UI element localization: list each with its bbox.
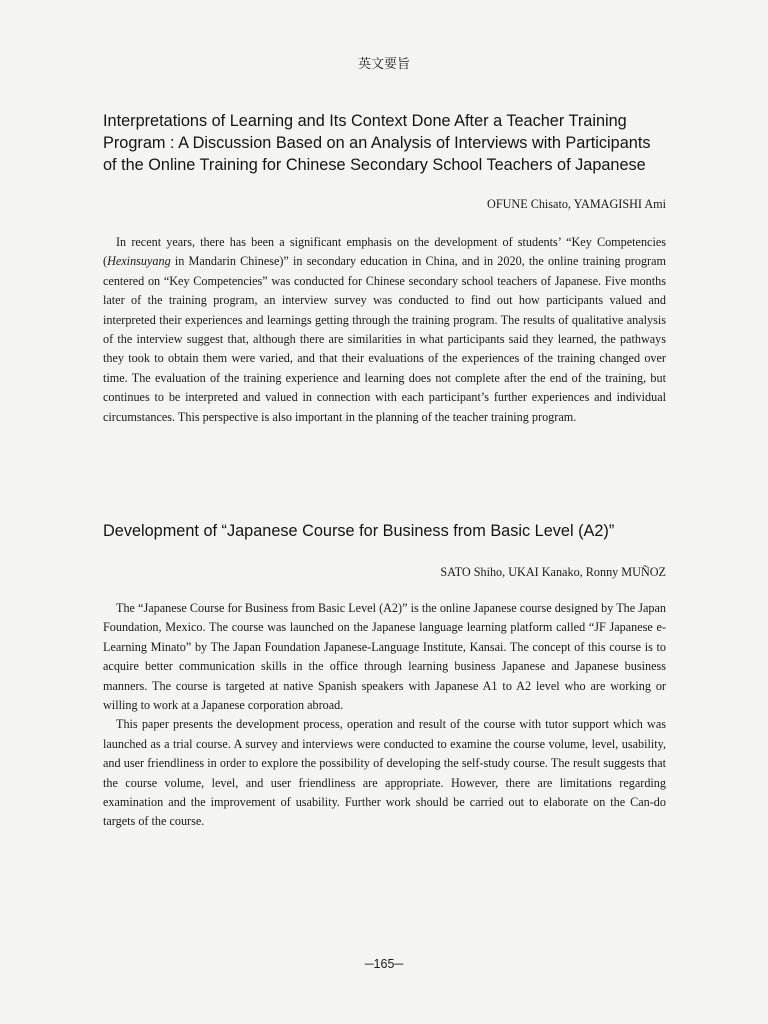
page-number: ─165─ (364, 957, 404, 971)
article-2-authors: SATO Shiho, UKAI Kanako, Ronny MUÑOZ (440, 565, 666, 579)
article-2-abstract-paragraph-1: The “Japanese Course for Business from Basic Level (A2)” is the online Japanese course designed by The Japan Foundation, Mexico. The course was launched on the Japanese language learning platform called “JF Japanese e-Learning Minato” by The Japan Foundation Japanese-Language Institute, Kansai. The concept of this course is to acquire better communication skills in the office through learning business Japanese and Japanese business manners. The course is targeted at native Spanish speakers with Japanese A1 to A2 level who are working or willing to work at a Japanese corporation abroad. (103, 601, 666, 713)
article-1-title: Interpretations of Learning and Its Context Done After a Teacher Training Program : A Discussion Based on an Analysis of Interviews with Participants of the Online Training for Chinese Secondary School Teachers of Japanese (103, 112, 651, 174)
article-1-abstract-paragraph (103, 233, 666, 427)
article-2-abstract (103, 599, 666, 832)
article-1-abstract (103, 233, 666, 427)
article-2-abstract-paragraph-2: This paper presents the development process, operation and result of the course with tutor support which was launched as a trial course. A survey and interviews were conducted to examine the course volume, level, usability, and user friendliness in order to explore the possibility of developing the self-study course. The result suggests that the course volume, level, and user friendliness are appropriate. However, there are limitations regarding examination and the improvement of usability. Further work should be carried out to elaborate on the Can-do targets of the course. (103, 717, 666, 829)
abstract-text: in Mandarin Chinese)” in secondary education in China, and in 2020, the online training program centered on “Key Competencies” was conducted for Chinese secondary school teachers of Japanese. Five months later of the training program, an interview survey was conducted to find out how participants valued and interpreted their experiences and learnings getting through the training program. The results of qualitative analysis of the interview suggest that, although there are similarities in what participants said they learned, the pathways they took to obtain them were varied, and that their evaluations of the experiences of the training changed over time. The evaluation of the training experience and learning does not complete after the end of the training, but continues to be interpreted and valued in connection with each participant’s further experiences and individual circumstances. This perspective is also important in the planning of the teacher training program. (103, 254, 666, 424)
section-header: 英文要旨 (357, 57, 410, 72)
article-2-title: Development of “Japanese Course for Business from Basic Level (A2)” (103, 522, 615, 540)
abstract-text: In recent years, there has been a significant emphasis on the development of students’ “Key Competencies ( (103, 235, 666, 269)
article-1-authors: OFUNE Chisato, YAMAGISHI Ami (487, 197, 666, 211)
italic-term: Hexinsuyang (107, 254, 171, 269)
